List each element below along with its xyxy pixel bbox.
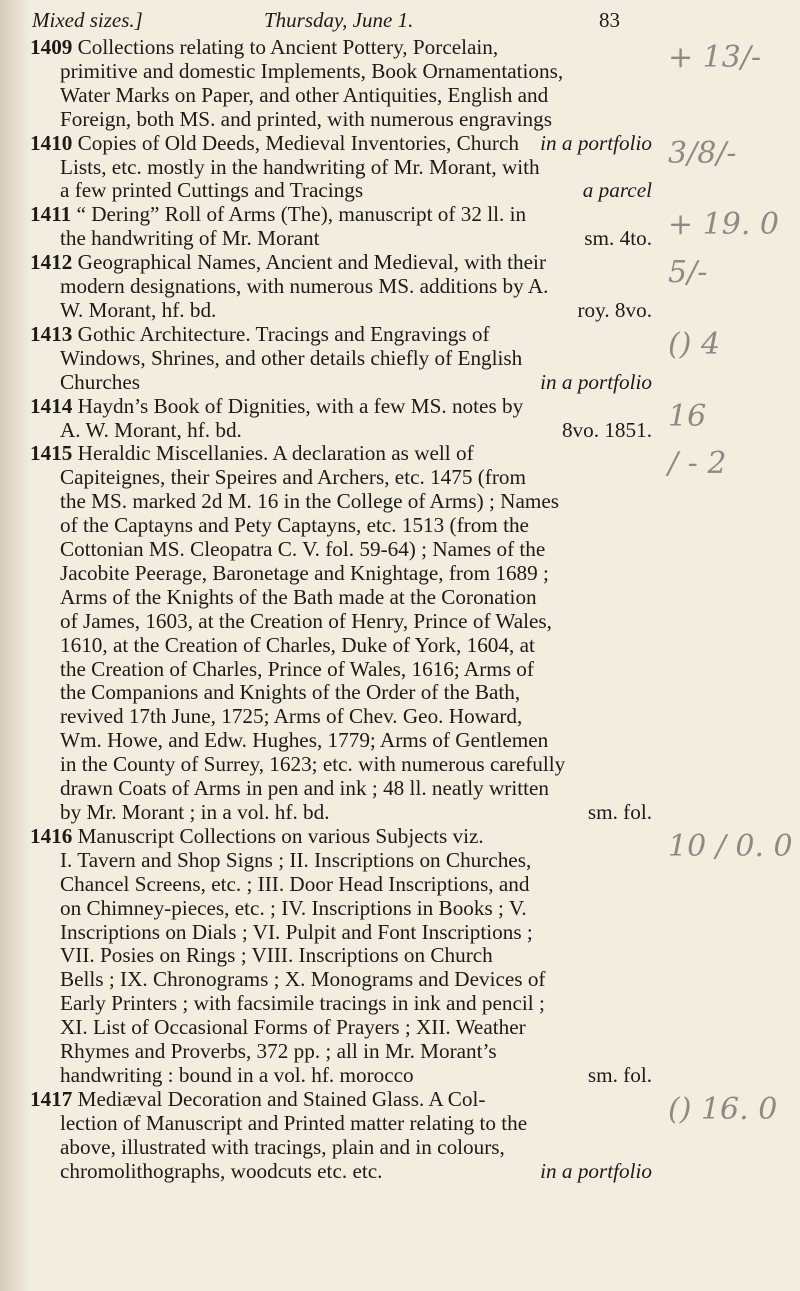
lot-text: the MS. marked 2d M. 16 in the College of Arms) ; Names <box>60 489 560 514</box>
lot-description-line <box>30 849 652 873</box>
lot-description-line <box>30 1112 652 1136</box>
lot-text: Water Marks on Paper, and other Antiquities, English and <box>60 82 549 107</box>
lot-text: Cottonian MS. Cleopatra C. V. fol. 59-64) ; Names of the <box>60 537 546 562</box>
lot-description-line <box>30 323 652 347</box>
lot-text: the handwriting of Mr. Morant <box>60 226 320 251</box>
lot-text: Wm. Howe, and Edw. Hughes, 1779; Arms of Gentlemen <box>60 728 549 753</box>
lot-description-line <box>30 873 652 897</box>
lot-text: XI. List of Occasional Forms of Prayers ; XII. Weather <box>60 1015 526 1040</box>
lot-entry <box>30 442 652 825</box>
lot-format: a parcel <box>582 178 652 203</box>
margin-note: 5/- <box>668 255 708 290</box>
lot-description-line <box>30 1040 652 1064</box>
lot-text: Mediæval Decoration and Stained Glass. A Col- <box>77 1086 486 1111</box>
lot-format: in a portfolio <box>540 130 652 155</box>
lot-number: 1417 <box>30 1086 78 1111</box>
lot-description-line <box>30 84 652 108</box>
lot-text: revived 17th June, 1725; Arms of Chev. Geo. Howard, <box>60 704 523 729</box>
lot-number: 1410 <box>30 130 78 155</box>
lot-format: sm. fol. <box>587 1062 652 1087</box>
lot-text: Manuscript Collections on various Subjects viz. <box>77 823 484 848</box>
lot-description-line <box>30 490 652 514</box>
lot-text: Copies of Old Deeds, Medieval Inventories, Church <box>77 130 519 155</box>
lot-format: in a portfolio <box>540 1158 652 1183</box>
lot-text: VII. Posies on Rings ; VIII. Inscriptions on Church <box>60 943 493 968</box>
lot-entry <box>30 395 652 443</box>
lot-description-line <box>30 897 652 921</box>
lot-description-line <box>30 275 652 299</box>
lot-text: Heraldic Miscellanies. A declaration as well of <box>77 441 474 466</box>
lot-text: 1610, at the Creation of Charles, Duke of York, 1604, at <box>60 632 535 657</box>
lot-description-line <box>30 36 652 60</box>
lot-description-line <box>30 227 652 251</box>
lot-format: sm. fol. <box>587 800 652 824</box>
lot-text: a few printed Cuttings and Tracings <box>60 178 364 203</box>
lot-text: in the County of Surrey, 1623; etc. with numerous carefully <box>60 752 566 777</box>
lot-text: the Creation of Charles, Prince of Wales, 1616; Arms of <box>60 656 534 681</box>
lot-description-line <box>30 825 652 849</box>
lot-description-line <box>30 60 652 84</box>
lot-text: A. W. Morant, hf. bd. <box>60 417 242 442</box>
lot-text: by Mr. Morant ; in a vol. hf. bd. <box>60 800 330 824</box>
lot-format: roy. 8vo. <box>577 297 652 322</box>
lot-text: Churches <box>60 369 141 394</box>
lot-number: 1412 <box>30 250 78 275</box>
lot-text: Windows, Shrines, and other details chiefly of English <box>60 345 523 370</box>
lot-text: modern designations, with numerous MS. additions by A. <box>60 274 549 299</box>
lot-text: Foreign, both MS. and printed, with numerous engravings <box>60 106 552 131</box>
lot-description-line <box>30 801 652 825</box>
lot-text: on Chimney-pieces, etc. ; IV. Inscriptions in Books ; V. <box>60 895 527 920</box>
lot-entry <box>30 825 652 1088</box>
lot-text: primitive and domestic Implements, Book Ornamentations, <box>60 58 564 83</box>
margin-note: / - 2 <box>668 446 727 481</box>
lot-description-line <box>30 538 652 562</box>
lot-description-line <box>30 299 652 323</box>
lot-text: Gothic Architecture. Tracings and Engravings of <box>77 321 490 346</box>
handwritten-margin-notes <box>660 0 800 1291</box>
margin-note: + 19. 0 <box>668 207 780 242</box>
lot-description-line <box>30 251 652 275</box>
lot-entry <box>30 203 652 251</box>
lot-text: Haydn’s Book of Dignities, with a few MS. notes by <box>77 393 524 418</box>
lot-description-line <box>30 156 652 180</box>
lot-text: the Companions and Knights of the Order of the Bath, <box>60 680 521 705</box>
lot-text: chromolithographs, woodcuts etc. etc. <box>60 1158 383 1183</box>
lot-description-line <box>30 466 652 490</box>
lot-text: Capiteignes, their Speires and Archers, etc. 1475 (from <box>60 465 526 490</box>
lot-description-line <box>30 395 652 419</box>
lot-description-line <box>30 442 652 466</box>
lot-number: 1415 <box>30 441 78 466</box>
lot-text: handwriting : bound in a vol. hf. morocco <box>60 1062 414 1087</box>
lot-description-line <box>30 419 652 443</box>
lot-description-line <box>30 562 652 586</box>
lot-description-line <box>30 203 652 227</box>
lot-description-line <box>30 1160 652 1184</box>
lot-number: 1413 <box>30 321 78 346</box>
lot-description-line <box>30 586 652 610</box>
lot-text: Chancel Screens, etc. ; III. Door Head Inscriptions, and <box>60 871 530 896</box>
header-section-label: Mixed sizes.] <box>32 8 143 32</box>
margin-note: 10 / 0. 0 <box>668 829 793 864</box>
lot-description-line <box>30 1088 652 1112</box>
lot-description-line <box>30 514 652 538</box>
lot-description-line <box>30 705 652 729</box>
margin-note: + 13/- <box>668 40 762 75</box>
lot-text: I. Tavern and Shop Signs ; II. Inscriptions on Churches, <box>60 847 532 872</box>
margin-note: 16 <box>668 399 707 434</box>
lot-description-line <box>30 753 652 777</box>
lot-text: Inscriptions on Dials ; VI. Pulpit and Font Inscriptions ; <box>60 919 533 944</box>
page-gutter-shadow <box>0 0 30 1291</box>
lot-description-line <box>30 179 652 203</box>
page-header <box>32 8 620 34</box>
lot-text: Bells ; IX. Chronograms ; X. Monograms and Devices of <box>60 967 546 992</box>
lot-description-line <box>30 992 652 1016</box>
lot-number: 1416 <box>30 823 78 848</box>
lot-text: of James, 1603, at the Creation of Henry, Prince of Wales, <box>60 608 552 633</box>
lot-description-line <box>30 1136 652 1160</box>
lot-text: Lists, etc. mostly in the handwriting of Mr. Morant, with <box>60 154 540 179</box>
lot-description-line <box>30 634 652 658</box>
lot-description-line <box>30 1064 652 1088</box>
lot-list <box>30 36 652 1184</box>
lot-format: in a portfolio <box>540 369 652 394</box>
lot-number: 1409 <box>30 35 78 59</box>
lot-text: Early Printers ; with facsimile tracings in ink and pencil ; <box>60 991 545 1016</box>
page-number: 83 <box>599 8 620 32</box>
lot-entry <box>30 1088 652 1184</box>
lot-entry <box>30 251 652 323</box>
lot-text: of the Captayns and Pety Captayns, etc. 1513 (from the <box>60 513 529 538</box>
lot-description-line <box>30 968 652 992</box>
lot-text: above, illustrated with tracings, plain and in colours, <box>60 1134 505 1159</box>
lot-text: Collections relating to Ancient Pottery, Porcelain, <box>77 35 499 59</box>
lot-format: sm. 4to. <box>584 226 652 251</box>
lot-description-line <box>30 371 652 395</box>
lot-entry <box>30 323 652 395</box>
lot-text: drawn Coats of Arms in pen and ink ; 48 ll. neatly written <box>60 776 549 801</box>
lot-text: “ Dering” Roll of Arms (The), manuscript of 32 ll. in <box>76 202 527 227</box>
lot-text: Arms of the Knights of the Bath made at the Coronation <box>60 584 537 609</box>
lot-description-line <box>30 729 652 753</box>
lot-text: Rhymes and Proverbs, 372 pp. ; all in Mr. Morant’s <box>60 1039 497 1064</box>
margin-note: 3/8/- <box>668 136 737 171</box>
lot-description-line <box>30 777 652 801</box>
lot-text: lection of Manuscript and Printed matter relating to the <box>60 1110 528 1135</box>
lot-number: 1414 <box>30 393 78 418</box>
lot-number: 1411 <box>30 202 77 227</box>
margin-note: () 16. 0 <box>668 1092 778 1127</box>
lot-format: 8vo. 1851. <box>561 417 652 442</box>
lot-description-line <box>30 610 652 634</box>
lot-description-line <box>30 681 652 705</box>
lot-description-line <box>30 1016 652 1040</box>
lot-description-line <box>30 347 652 371</box>
lot-description-line <box>30 944 652 968</box>
lot-description-line <box>30 921 652 945</box>
lot-description-line <box>30 658 652 682</box>
header-sale-date: Thursday, June 1. <box>264 8 414 32</box>
lot-text: W. Morant, hf. bd. <box>60 297 217 322</box>
lot-text: Geographical Names, Ancient and Medieval, with their <box>77 250 546 275</box>
margin-note: () 4 <box>668 327 721 362</box>
lot-text: Jacobite Peerage, Baronetage and Knightage, from 1689 ; <box>60 560 549 585</box>
